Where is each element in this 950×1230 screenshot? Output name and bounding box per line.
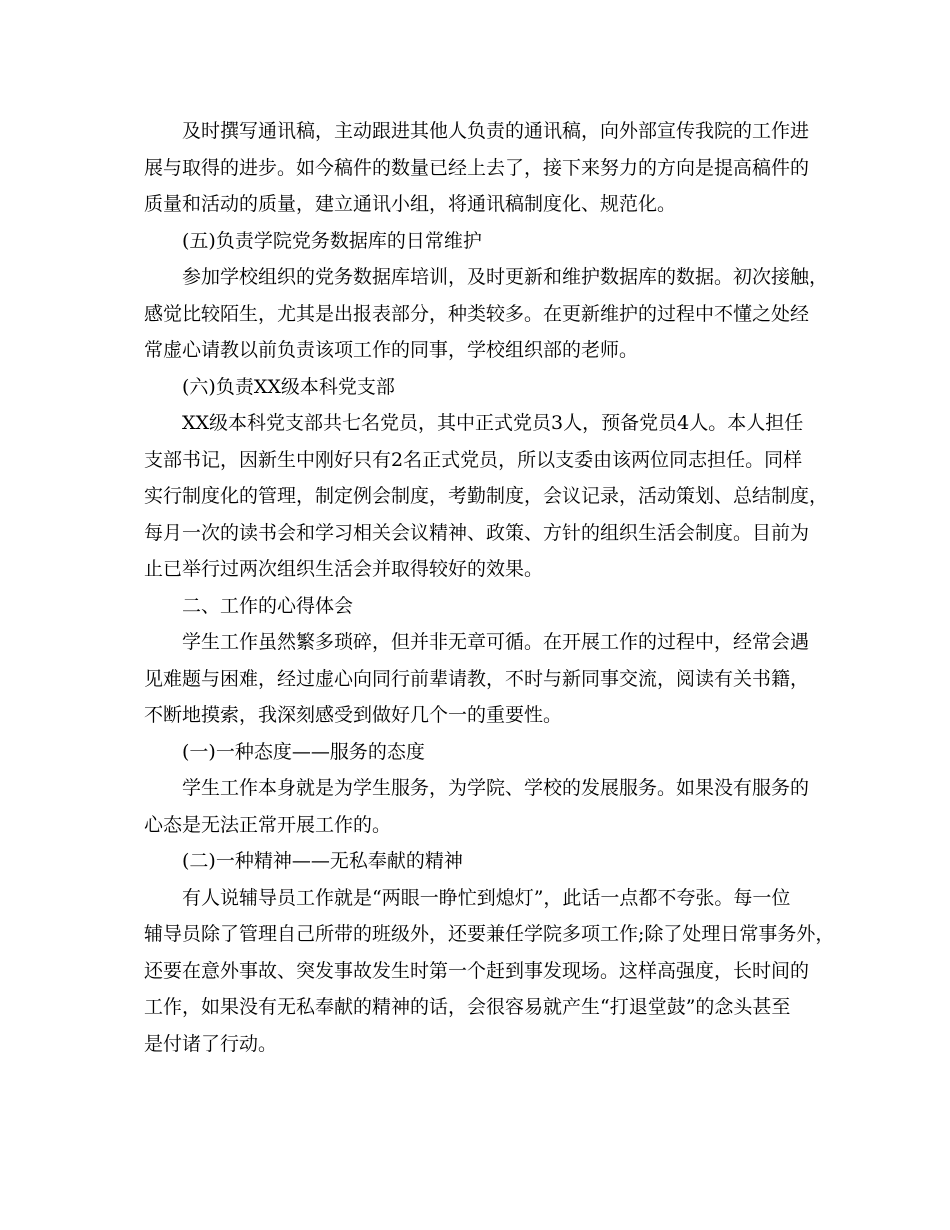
text-line: 辅导员除了管理自己所带的班级外，还要兼任学院多项工作;除了处理日常事务外，	[144, 923, 835, 945]
section-heading: (一)一种态度——服务的态度	[182, 740, 425, 763]
text-line: 支部书记，因新生中刚好只有2名正式党员，所以支委由该两位同志担任。同样	[144, 448, 803, 471]
text-line: 质量和活动的质量，建立通讯小组，将通讯稿制度化、规范化。	[144, 193, 677, 215]
section-heading: (六)负责XX级本科党支部	[182, 375, 395, 398]
text-line: 不断地摸索，我深刻感受到做好几个一的重要性。	[144, 704, 563, 726]
text-line: 学生工作本身就是为学生服务，为学院、学校的发展服务。如果没有服务的	[182, 777, 810, 799]
text-line: 工作，如果没有无私奉献的精神的话，会很容易就产生“打退堂鼓”的念头甚至	[144, 996, 791, 1018]
text-line: 心态是无法正常开展工作的。	[144, 813, 392, 836]
text-line: 每月一次的读书会和学习相关会议精神、政策、方针的组织生活会制度。目前为	[144, 521, 810, 544]
text-line: 是付诸了行动。	[144, 1032, 278, 1055]
text-line: 还要在意外事故、突发事故发生时第一个赶到事发现场。这样高强度，长时间的	[144, 959, 810, 982]
text-line: 常虚心请教以前负责该项工作的同事，学校组织部的老师。	[144, 339, 639, 361]
text-line: 学生工作虽然繁多琐碎，但并非无章可循。在开展工作的过程中，经常会遇	[182, 631, 810, 653]
text-line: XX级本科党支部共七名党员，其中正式党员3人，预备党员4人。本人担任	[182, 412, 804, 434]
document-body	[144, 113, 835, 1062]
text-line: 感觉比较陌生，尤其是出报表部分，种类较多。在更新维护的过程中不懂之处经	[144, 302, 810, 325]
text-line: 展与取得的进步。如今稿件的数量已经上去了，接下来努力的方向是提高稿件的	[144, 156, 810, 179]
text-line: 参加学校组织的党务数据库培训，及时更新和维护数据库的数据。初次接触，	[182, 266, 829, 288]
text-line: 实行制度化的管理，制定例会制度，考勤制度，会议记录，活动策划、总结制度，	[144, 485, 829, 507]
text-line: 见难题与困难，经过虚心向同行前辈请教，不时与新同事交流，阅读有关书籍，	[144, 667, 810, 690]
section-heading: (二)一种精神——无私奉献的精神	[182, 850, 463, 872]
section-heading: (五)负责学院党务数据库的日常维护	[182, 229, 482, 252]
text-line: 有人说辅导员工作就是“两眼一睁忙到熄灯”，此话一点都不夸张。每一位	[182, 886, 791, 909]
section-heading: 二、工作的心得体会	[182, 594, 354, 617]
text-line: 止已举行过两次组织生活会并取得较好的效果。	[144, 558, 544, 580]
text-line: 及时撰写通讯稿，主动跟进其他人负责的通讯稿，向外部宣传我院的工作进	[182, 120, 810, 142]
